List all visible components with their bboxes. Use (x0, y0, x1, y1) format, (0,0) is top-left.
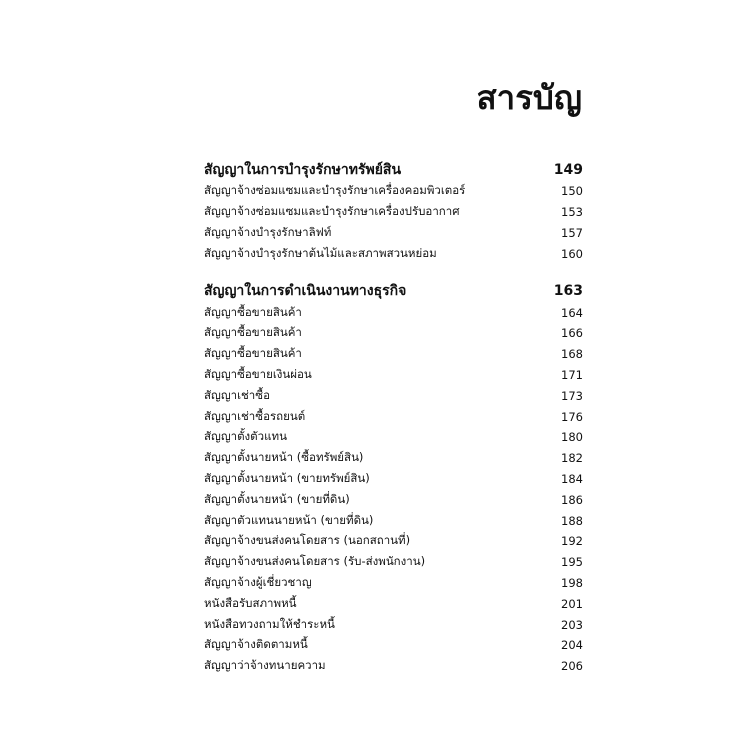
toc-entry (204, 427, 583, 448)
toc-entry-label: สัญญาเช่าซื้อรถยนต์ (204, 408, 306, 423)
toc-entry-label: สัญญาจ้างบำรุงรักษาลิฟท์ (204, 224, 332, 239)
table-of-contents (204, 159, 583, 677)
toc-entry-label: สัญญาตั้งนายหน้า (ขายที่ดิน) (204, 491, 350, 506)
toc-entry (204, 593, 583, 614)
toc-entry-label: สัญญาจ้างขนส่งคนโดยสาร (นอกสถานที่) (204, 533, 411, 548)
toc-entry-page: 157 (561, 225, 583, 240)
toc-entry-page: 164 (561, 305, 583, 320)
toc-entry (204, 510, 583, 531)
toc-entry-page: 150 (561, 184, 583, 199)
toc-section-heading (204, 159, 583, 181)
toc-entry (204, 385, 583, 406)
toc-entry (204, 469, 583, 490)
section-heading-page: 163 (553, 283, 583, 300)
toc-entry (204, 243, 583, 264)
toc-entry-label: สัญญาตั้งนายหน้า (ขายทรัพย์สิน) (204, 470, 370, 485)
toc-entry-page: 173 (561, 388, 583, 403)
toc-entry-page: 176 (561, 409, 583, 424)
toc-entry-page: 203 (561, 617, 583, 632)
toc-entry (204, 365, 583, 386)
toc-entry-page: 160 (561, 246, 583, 261)
toc-entry-label: หนังสือทวงถามให้ชำระหนี้ (204, 616, 335, 631)
toc-entry-page: 182 (561, 451, 583, 466)
toc-entry-page: 188 (561, 513, 583, 528)
toc-entry-label: สัญญาตั้งตัวแทน (204, 429, 287, 444)
toc-entry (204, 489, 583, 510)
toc-entry (204, 344, 583, 365)
toc-entry-label: สัญญาตั้งนายหน้า (ซื้อทรัพย์สิน) (204, 450, 364, 465)
toc-entry-label: สัญญาจ้างซ่อมแซมและบำรุงรักษาเครื่องปรับอากาศ (204, 204, 460, 219)
toc-entry (204, 635, 583, 656)
toc-entry (204, 302, 583, 323)
toc-entry-label: สัญญาซื้อขายเงินผ่อน (204, 366, 312, 381)
toc-entry-page: 153 (561, 205, 583, 220)
toc-entry-label: สัญญาจ้างติดตามหนี้ (204, 637, 308, 652)
toc-section-heading (204, 280, 583, 302)
toc-entry-page: 171 (561, 367, 583, 382)
toc-entry-page: 168 (561, 347, 583, 362)
toc-entry-page: 192 (561, 534, 583, 549)
toc-entry (204, 531, 583, 552)
toc-entry-page: 201 (561, 596, 583, 611)
toc-entry (204, 656, 583, 677)
toc-entry (204, 552, 583, 573)
toc-entry (204, 181, 583, 202)
toc-entry-page: 166 (561, 326, 583, 341)
toc-entry (204, 323, 583, 344)
toc-entry-label: หนังสือรับสภาพหนี้ (204, 595, 297, 610)
section-heading-page: 149 (553, 162, 583, 178)
toc-entry-page: 186 (561, 492, 583, 507)
toc-entry-label: สัญญาซื้อขายสินค้า (204, 325, 302, 340)
toc-entry-label: สัญญาจ้างบำรุงรักษาต้นไม้และสภาพสวนหย่อม (204, 245, 437, 260)
toc-entry (204, 202, 583, 223)
toc-entry-page: 204 (561, 638, 583, 653)
toc-section (204, 280, 583, 676)
toc-entry-label: สัญญาตัวแทนนายหน้า (ขายที่ดิน) (204, 512, 374, 527)
page-title: สารบัญ (476, 78, 582, 117)
toc-entry-label: สัญญาจ้างซ่อมแซมและบำรุงรักษาเครื่องคอมพิวเตอร์ (204, 183, 466, 198)
toc-entry-label: สัญญาเช่าซื้อ (204, 387, 270, 402)
section-heading-label: สัญญาในการบำรุงรักษาทรัพย์สิน (204, 162, 402, 178)
toc-entry-page: 195 (561, 555, 583, 570)
toc-entry-label: สัญญาซื้อขายสินค้า (204, 346, 302, 361)
toc-entry-label: สัญญาจ้างผู้เชี่ยวชาญ (204, 574, 312, 589)
toc-entry-label: สัญญาซื้อขายสินค้า (204, 304, 302, 319)
toc-entry (204, 448, 583, 469)
toc-entry-label: สัญญาจ้างขนส่งคนโดยสาร (รับ-ส่งพนักงาน) (204, 554, 426, 569)
toc-entry (204, 223, 583, 244)
toc-entry (204, 614, 583, 635)
toc-entry-page: 198 (561, 575, 583, 590)
toc-entry-label: สัญญาว่าจ้างทนายความ (204, 658, 326, 673)
toc-entry-page: 206 (561, 659, 583, 674)
toc-entry-page: 180 (561, 430, 583, 445)
toc-entry (204, 573, 583, 594)
toc-entry (204, 406, 583, 427)
toc-section (204, 159, 583, 264)
toc-entry-page: 184 (561, 471, 583, 486)
section-heading-label: สัญญาในการดำเนินงานทางธุรกิจ (204, 283, 407, 300)
